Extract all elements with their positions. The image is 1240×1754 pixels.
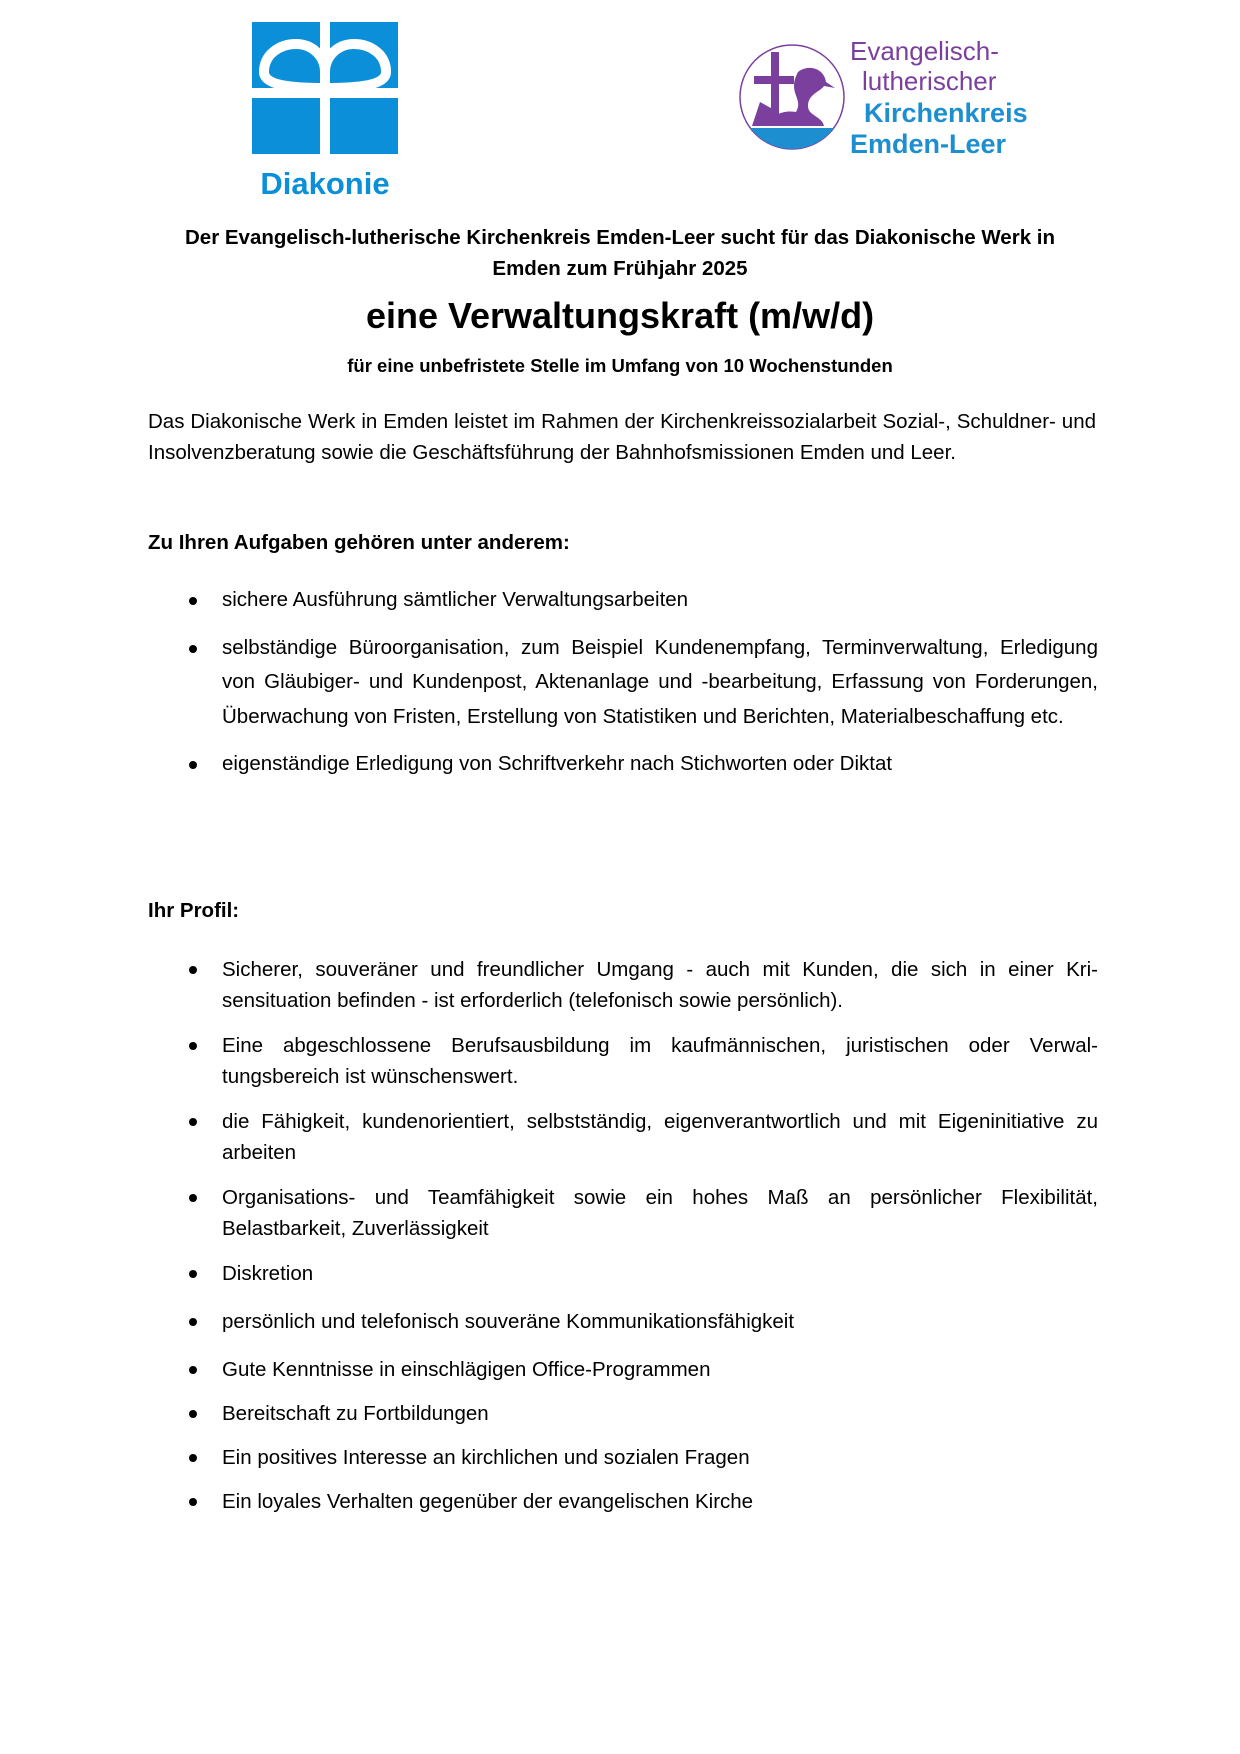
wordmark-line: Kirchenkreis [864,98,1028,128]
bullet-icon [189,761,197,769]
wordmark-line: Evangelisch- [850,36,999,66]
list-item: Bereitschaft zu Fortbildungen [148,1398,1098,1429]
bullet-icon [189,1366,197,1374]
intro-line: Der Evangelisch-lutherische Kirchenkreis Emden-Leer sucht für das Diakonische Werk in [184,226,1056,249]
bullet-icon [189,1410,197,1418]
bullet-icon [189,1454,197,1462]
diakonie-cross-icon [252,22,398,200]
description-paragraph: Das Diakonische Werk in Emden leistet im Rahmen der Kirchenkreissozialarbeit Sozial-, Schuldner- und Insolvenzberatung sowie die Geschäftsführung der Bahnhofsmissionen Emden und Leer. [148,410,1096,464]
bullet-icon [189,1118,197,1126]
intro-text [140,222,1100,284]
list-item: Sicherer, souveräner und freundlicher Umgang - auch mit Kunden, die sich in einer Kri-sensituation befinden - ist erforderlich (telefonisch sowie persönlich). [148,954,1098,1016]
diakonie-logo [252,22,398,200]
bullet-icon [189,1042,197,1050]
cross-swan-icon [738,42,846,152]
profile-heading: Ihr Profil: [148,899,240,922]
bullet-icon [189,1498,197,1506]
profile-list [148,954,1098,1517]
list-item: Diskretion [148,1258,1098,1289]
kirchenkreis-wordmark [850,34,1028,158]
bullet-icon [189,1194,197,1202]
bullet-icon [189,597,197,605]
list-item: Ein loyales Verhalten gegenüber der evangelischen Kirche [148,1486,1098,1517]
list-item: die Fähigkeit, kundenorientiert, selbstständig, eigenverantwortlich und mit Eigeninitiative zu arbeiten [148,1106,1098,1168]
list-item: Eine abgeschlossene Berufsausbildung im kaufmännischen, juristischen oder Verwal-tungsbereich ist wünschenswert. [148,1030,1098,1092]
list-item: eigenständige Erledigung von Schriftverkehr nach Stichworten oder Diktat [148,747,1098,782]
svg-text:Diakonie: Diakonie [260,166,390,200]
intro-line: Emden zum Frühjahr 2025 [492,257,748,280]
list-item: selbständige Büroorganisation, zum Beispiel Kundenempfang, Terminverwaltung, Erledigung von Gläubiger- und Kundenpost, Aktenanlage und -bearbeitung, Erfassung von Forderungen, Überwachung von Fristen, Erstellung von Statistiken und Berichten, Materialbeschaffung etc. [148,631,1098,735]
job-title: eine Verwaltungskraft (m/w/d) [365,295,875,336]
wordmark-line: Emden-Leer [850,129,1007,159]
tasks-list [148,583,1098,782]
bullet-icon [189,966,197,974]
job-subtitle: für eine unbefristete Stelle im Umfang von 10 Wochenstunden [347,355,893,376]
list-item: Organisations- und Teamfähigkeit sowie ein hohes Maß an persönlicher Flexibilität, Belastbarkeit, Zuverlässigkeit [148,1182,1098,1244]
list-item: persönlich und telefonisch souveräne Kommunikationsfähigkeit [148,1306,1098,1337]
bullet-icon [189,1318,197,1326]
list-item: Ein positives Interesse an kirchlichen und sozialen Fragen [148,1442,1098,1473]
list-item: sichere Ausführung sämtlicher Verwaltungsarbeiten [148,583,1098,618]
tasks-heading: Zu Ihren Aufgaben gehören unter anderem: [148,531,570,554]
bullet-icon [189,645,197,653]
list-item: Gute Kenntnisse in einschlägigen Office-Programmen [148,1354,1098,1385]
wordmark-line: lutherischer [862,66,997,96]
bullet-icon [189,1270,197,1278]
kirchenkreis-logo [738,34,1038,174]
